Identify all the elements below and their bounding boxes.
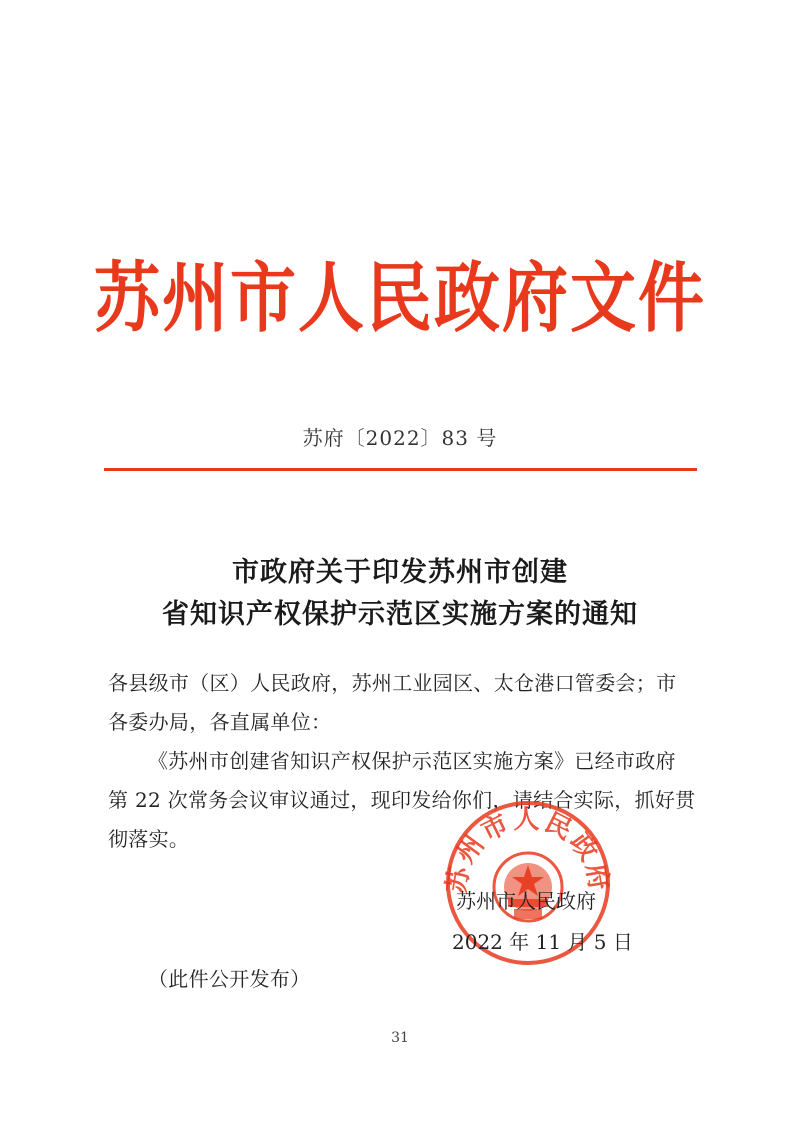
masthead: 苏州市人民政府文件	[94, 253, 706, 343]
release-note: （此件公开发布）	[148, 967, 311, 991]
issue-date: 2022 年 11 月 5 日	[452, 930, 633, 954]
addressee-line2: 各委办局，各直属单位：	[108, 710, 332, 734]
document-title-line1: 市政府关于印发苏州市创建	[232, 557, 568, 588]
addressee-line1: 各县级市（区）人民政府，苏州工业园区、太仓港口管委会；市	[108, 671, 677, 695]
issuer-signature: 苏州市人民政府	[456, 889, 596, 913]
svg-text:苏州市人民政府: 苏州市人民政府	[441, 805, 615, 896]
document-number: 苏府〔2022〕83 号	[302, 426, 498, 450]
document-title-line2: 省知识产权保护示范区实施方案的通知	[162, 599, 638, 630]
body-paragraph-line2: 第 22 次常务会议审议通过，现印发给你们，请结合实际，抓好贯	[108, 788, 696, 812]
body-paragraph-line1: 《苏州市创建省知识产权保护示范区实施方案》已经市政府	[148, 749, 676, 773]
red-divider	[104, 468, 697, 471]
body-paragraph-line3: 彻落实。	[108, 827, 190, 851]
page-number: 31	[391, 1030, 409, 1046]
